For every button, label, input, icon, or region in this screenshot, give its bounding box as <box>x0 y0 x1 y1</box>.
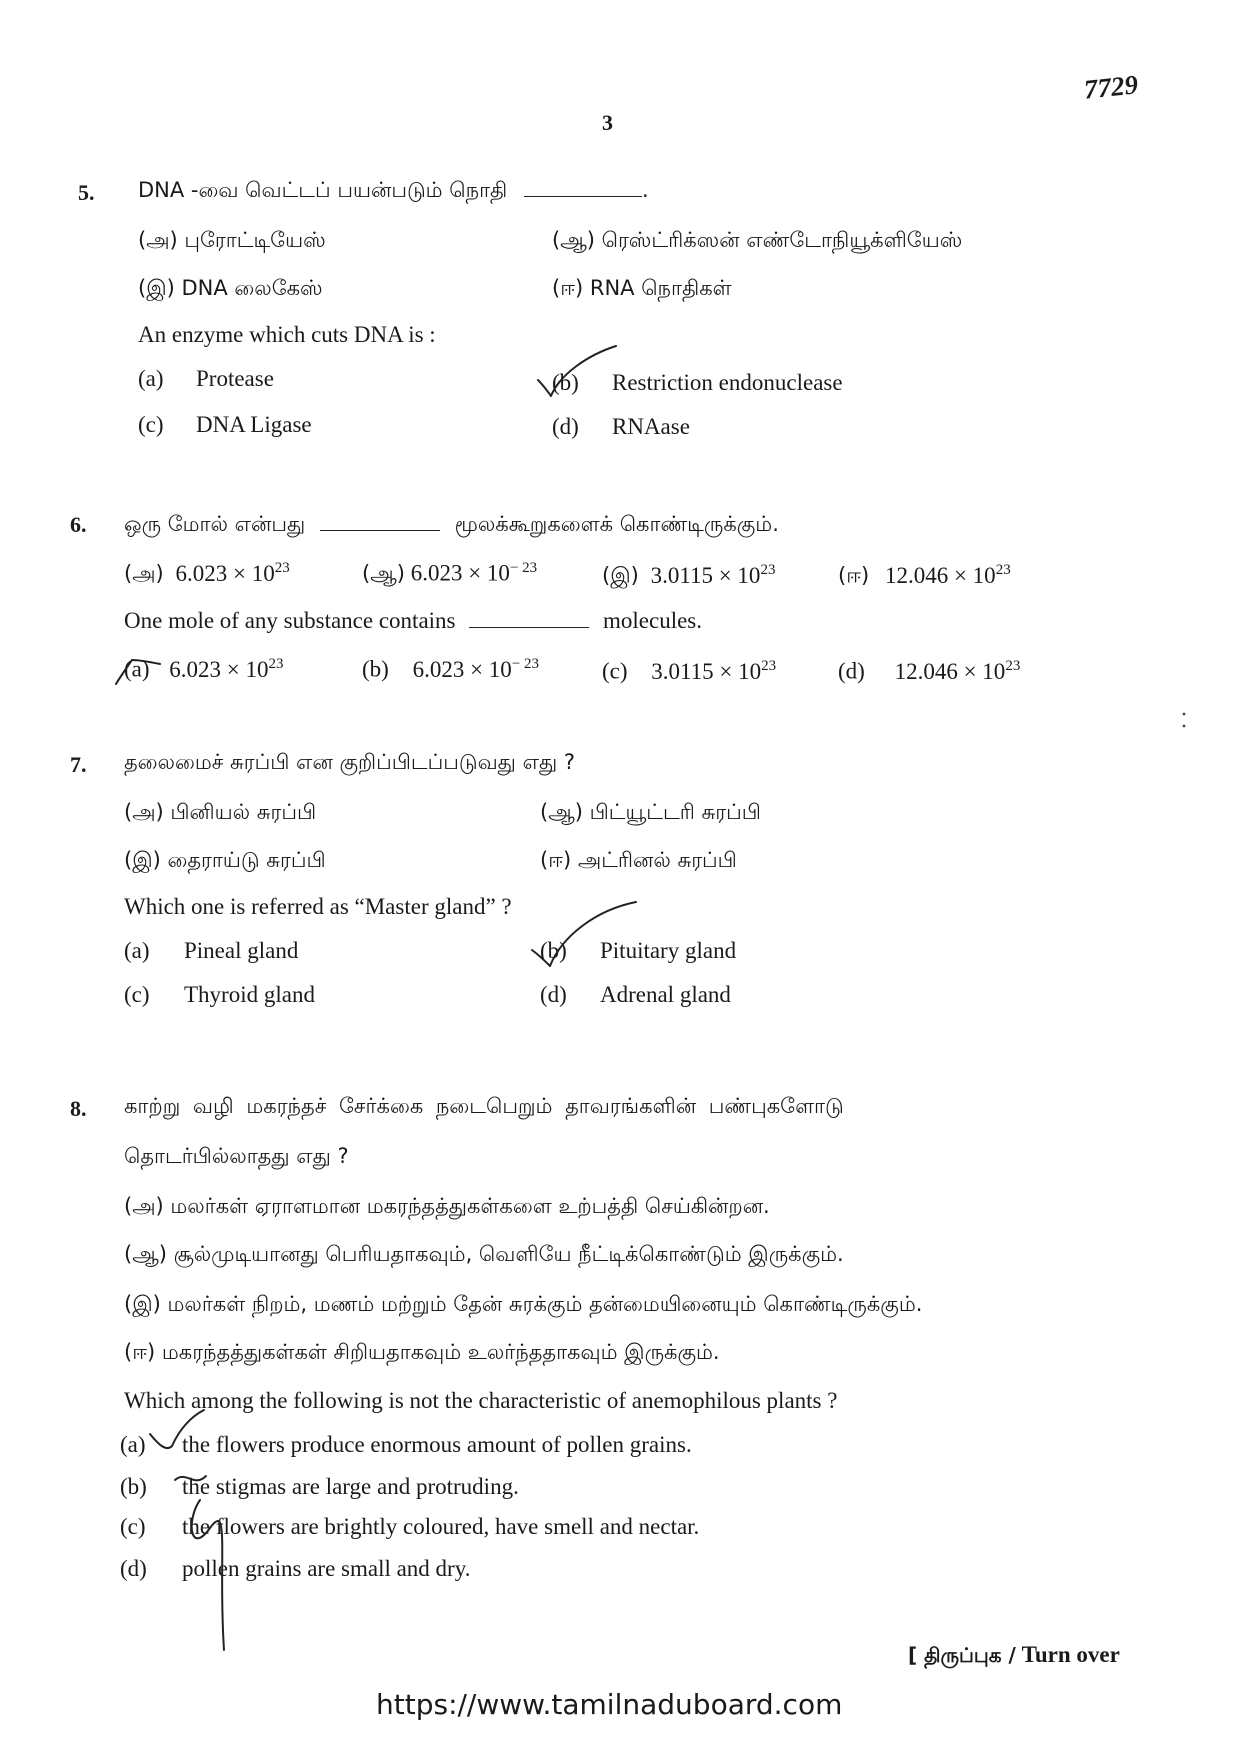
q6-option-a <box>124 656 284 683</box>
paper-code: 7729 <box>1082 69 1140 105</box>
q6-tamil-option-b <box>362 560 537 589</box>
q7-tamil-option-b: (ஆ) பிட்யூட்டரி சுரப்பி <box>540 800 761 824</box>
q6-tamil-value-c: 3.0115 × 10 <box>650 562 761 588</box>
q6-tamil-exp-c: 23 <box>760 562 776 578</box>
q8-option-d-label: (d) <box>120 1556 147 1581</box>
page-number: 3 <box>602 110 613 135</box>
q6-option-d-value: 12.046 × 10 <box>894 658 1006 684</box>
q6-tamil-exp-a: 23 <box>274 560 290 576</box>
turn-over-tamil: [ திருப்புக / <box>908 1643 1016 1667</box>
q6-option-a-label: (a) <box>124 656 150 682</box>
q8-tamil-question-line-2: தொடர்பில்லாதது எது ? <box>124 1144 349 1168</box>
q5-tamil-option-c: (இ) DNA லைகேஸ் <box>138 276 323 300</box>
q6-option-a-exp: 23 <box>268 656 284 672</box>
q6-option-c-label: (c) <box>602 658 628 684</box>
q6-tamil-label-a: (அ) <box>124 561 164 586</box>
q5-option-c-text: DNA Ligase <box>196 412 312 437</box>
q8-tamil-option-c: (இ) மலர்கள் நிறம், மணம் மற்றும் தேன் சுரக்கும் தன்மையினையும் கொண்டிருக்கும். <box>124 1292 923 1316</box>
q8-tamil-question-line-1: காற்று வழி மகரந்தச் சேர்க்கை நடைபெறும் தாவரங்களின் பண்புகளோடு <box>124 1094 844 1118</box>
footer-url[interactable]: https://www.tamilnaduboard.com <box>376 1688 843 1721</box>
q6-option-d <box>838 658 1020 685</box>
q6-option-b-label: (b) <box>362 656 389 682</box>
q8-option-b-label: (b) <box>120 1474 147 1499</box>
q7-tamil-option-d: (ஈ) அட்ரினல் சுரப்பி <box>540 848 737 872</box>
q5-tamil-option-b: (ஆ) ரெஸ்ட்ரிக்ஸன் எண்டோநியூக்ளியேஸ் <box>552 228 963 252</box>
q6-option-c-value: 3.0115 × 10 <box>651 658 762 684</box>
q5-tamil-option-d: (ஈ) RNA நொதிகள் <box>552 276 732 300</box>
q6-english-question-start: One mole of any substance contains <box>124 608 456 633</box>
margin-dot <box>1183 713 1186 716</box>
q8-english-question: Which among the following is not the characteristic of anemophilous plants ? <box>124 1388 838 1413</box>
q7-option-c-text: Thyroid gland <box>184 982 315 1007</box>
q7-tamil-question: தலைமைச் சுரப்பி என குறிப்பிடப்படுவது எது ? <box>124 750 575 774</box>
q6-option-b <box>362 656 539 683</box>
q8-tamil-option-a: (அ) மலர்கள் ஏராளமான மகரந்தத்துகள்களை உற்பத்தி செய்கின்றன. <box>124 1194 770 1218</box>
q6-option-c-exp: 23 <box>761 658 777 674</box>
margin-dot <box>1183 725 1186 728</box>
q5-tamil-question-text: DNA -வை வெட்டப் பயன்படும் நொதி <box>138 178 508 202</box>
answer-blank <box>524 196 642 197</box>
question-number-8: 8. <box>70 1096 87 1121</box>
q5-english-question: An enzyme which cuts DNA is : <box>138 322 436 347</box>
q7-option-a-text: Pineal gland <box>184 938 299 963</box>
q5-option-c-label: (c) <box>138 412 164 437</box>
q7-option-d-label: (d) <box>540 982 567 1007</box>
q6-tamil-question <box>124 512 779 539</box>
q8-option-a-label: (a) <box>120 1432 146 1457</box>
q7-option-a-label: (a) <box>124 938 150 963</box>
q6-option-a-value: 6.023 × 10 <box>169 656 269 682</box>
q6-tamil-label-b: (ஆ) <box>362 561 405 586</box>
q5-option-d-text: RNAase <box>612 414 690 439</box>
q6-tamil-value-d: 12.046 × 10 <box>884 562 996 588</box>
q5-option-a-text: Protease <box>196 366 274 391</box>
answer-blank <box>320 530 440 531</box>
q7-english-question: Which one is referred as “Master gland” ? <box>124 894 512 919</box>
q8-option-b-text: the stigmas are large and protruding. <box>182 1474 519 1499</box>
q7-option-c-label: (c) <box>124 982 150 1007</box>
q7-option-d-text: Adrenal gland <box>600 982 731 1007</box>
q5-tamil-question <box>138 178 649 205</box>
q5-option-a-label: (a) <box>138 366 164 391</box>
q5-tamil-option-a: (அ) புரோட்டியேஸ் <box>138 228 326 252</box>
q5-option-b-text: Restriction endonuclease <box>612 370 843 395</box>
q7-option-b-text: Pituitary gland <box>600 938 737 963</box>
q6-tamil-option-d <box>838 562 1011 591</box>
q6-tamil-value-a: 6.023 × 10 <box>175 560 275 586</box>
q6-option-b-value: 6.023 × 10 <box>412 656 512 682</box>
q6-english-question <box>124 608 702 634</box>
q6-tamil-value-b: 6.023 × 10 <box>410 560 510 586</box>
question-number-6: 6. <box>70 512 87 537</box>
q6-option-d-exp: 23 <box>1005 658 1021 674</box>
q6-tamil-options-row <box>124 560 290 589</box>
q8-option-d-text: pollen grains are small and dry. <box>182 1556 471 1581</box>
q8-option-c-text: the flowers are brightly coloured, have smell and nectar. <box>182 1514 700 1539</box>
q7-tamil-option-c: (இ) தைராய்டு சுரப்பி <box>124 848 326 872</box>
q5-option-d-label: (d) <box>552 414 579 439</box>
q8-tamil-option-b: (ஆ) சூல்முடியானது பெரியதாகவும், வெளியே நீட்டிக்கொண்டும் இருக்கும். <box>124 1242 844 1266</box>
q7-tamil-option-a: (அ) பினியல் சுரப்பி <box>124 800 317 824</box>
q8-tamil-option-d: (ஈ) மகரந்தத்துகள்கள் சிறியதாகவும் உலர்ந்ததாகவும் இருக்கும். <box>124 1340 720 1364</box>
q7-option-b-label: (b) <box>540 938 567 963</box>
q6-english-question-end: molecules. <box>603 608 702 633</box>
q8-option-a-text: the flowers produce enormous amount of pollen grains. <box>182 1432 692 1457</box>
q5-option-b-label: (b) <box>552 370 579 395</box>
turn-over-english: Turn over <box>1021 1642 1120 1667</box>
answer-blank <box>469 627 589 628</box>
turn-over-label <box>908 1642 1120 1670</box>
q6-option-d-label: (d) <box>838 658 865 684</box>
q6-tamil-question-end: மூலக்கூறுகளைக் கொண்டிருக்கும். <box>454 512 779 536</box>
q6-tamil-option-c <box>602 562 775 591</box>
q8-option-c-label: (c) <box>120 1514 146 1539</box>
q6-option-b-exp: − 23 <box>511 656 540 672</box>
q6-tamil-exp-d: 23 <box>995 562 1011 578</box>
q6-tamil-question-start: ஒரு மோல் என்பது <box>124 512 306 536</box>
q6-tamil-label-d: (ஈ) <box>838 563 870 588</box>
q6-tamil-exp-b: − 23 <box>509 560 538 576</box>
question-number-7: 7. <box>70 752 87 777</box>
question-number-5: 5. <box>78 180 95 205</box>
q6-option-c <box>602 658 776 685</box>
q6-tamil-label-c: (இ) <box>602 563 639 588</box>
q5-tamil-question-end: . <box>641 178 649 202</box>
